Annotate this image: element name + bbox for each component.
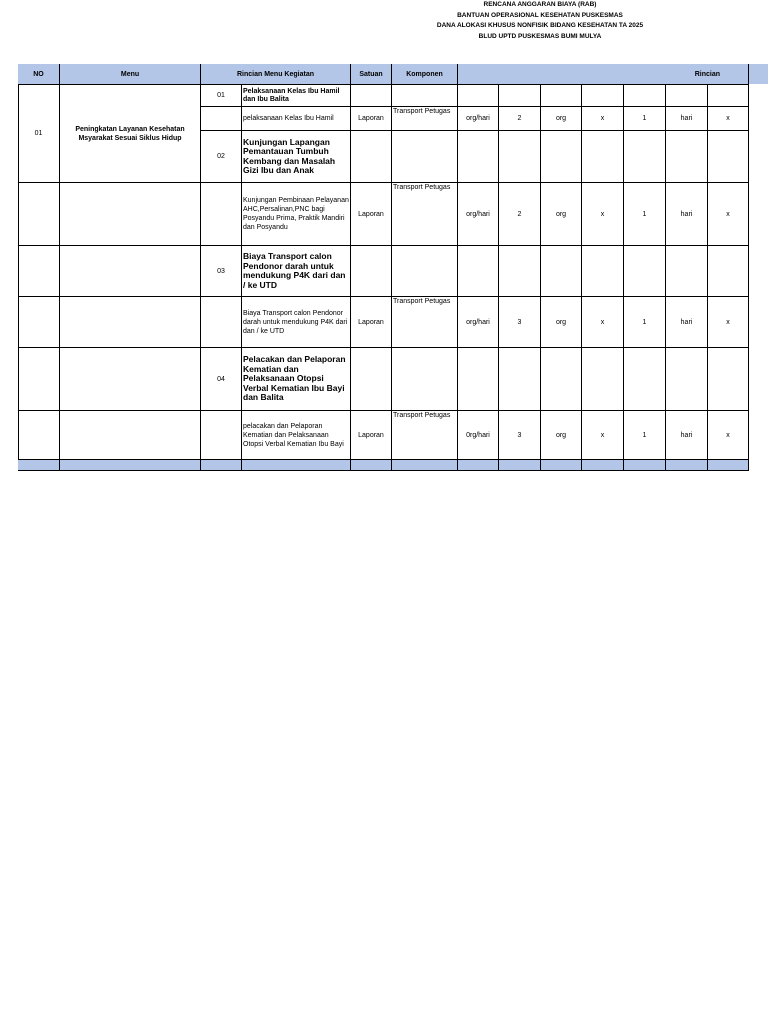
footer-cell: [18, 460, 60, 471]
footer-cell: [582, 460, 624, 471]
empty-cell: [458, 85, 499, 107]
title-line-3: DANA ALOKASI KHUSUS NONFISIK BIDANG KESEHATAN TA 2025: [436, 22, 644, 29]
empty-cell: [392, 348, 458, 411]
activity-komponen: Transport Petugas: [392, 411, 458, 460]
footer-cell: [351, 460, 392, 471]
empty-cell: [392, 131, 458, 183]
activity-komponen: Transport Petugas: [392, 107, 458, 131]
empty-cell: [624, 131, 666, 183]
activity-code: 04: [201, 348, 242, 411]
activity-u2: hari: [666, 297, 708, 348]
activity-u1: org: [541, 183, 582, 246]
activity-unit: org/hari: [458, 183, 499, 246]
empty-cell: [541, 246, 582, 297]
activity-detail: pelacakan dan Pelaporan Kematian dan Pelaksanaan Otopsi Verbal Kematian Ibu Bayi: [242, 411, 351, 460]
footer-cell: [60, 460, 201, 471]
title-line-4: BLUD UPTD PUSKESMAS BUMI MULYA: [478, 32, 602, 40]
empty-cell: [351, 348, 392, 411]
activity-detail: pelaksanaan Kelas Ibu Hamil: [242, 107, 351, 131]
footer-cell: [666, 460, 708, 471]
header-satuan: Satuan: [351, 64, 392, 85]
empty-cell: [60, 131, 201, 183]
empty-cell: [666, 85, 708, 107]
empty-cell: [201, 297, 242, 348]
empty-cell: [708, 131, 749, 183]
empty-cell: [624, 85, 666, 107]
empty-cell: [624, 246, 666, 297]
empty-cell: [499, 85, 541, 107]
header-menu: Menu: [60, 64, 201, 85]
empty-cell: [541, 85, 582, 107]
empty-cell: [582, 348, 624, 411]
empty-cell: [60, 297, 201, 348]
activity-qty: 2: [499, 107, 541, 131]
footer-cell: [242, 460, 351, 471]
activity-unit: 0rg/hari: [458, 411, 499, 460]
activity-unit: org/hari: [458, 297, 499, 348]
empty-cell: [666, 348, 708, 411]
empty-cell: [582, 246, 624, 297]
activity-code: 01: [201, 85, 242, 107]
empty-cell: [541, 348, 582, 411]
empty-cell: [708, 85, 749, 107]
activity-qty: 3: [499, 297, 541, 348]
header-komponen: Komponen: [392, 64, 458, 85]
empty-cell: [499, 246, 541, 297]
empty-cell: [582, 131, 624, 183]
empty-cell: [201, 411, 242, 460]
activity-code: 03: [201, 246, 242, 297]
empty-cell: [499, 131, 541, 183]
empty-cell: [499, 348, 541, 411]
activity-satuan: Laporan: [351, 183, 392, 246]
activity-qty2: 1: [624, 183, 666, 246]
title-line-2: BANTUAN OPERASIONAL KESEHATAN PUSKESMAS: [457, 11, 623, 19]
activity-x1: x: [582, 297, 624, 348]
empty-cell: [18, 131, 60, 183]
header-rincian: Rincian: [458, 64, 749, 85]
activity-title: Pelacakan dan Pelaporan Kematian dan Pelaksanaan Otopsi Verbal Kematian Ibu Bayi dan Balita: [242, 348, 351, 411]
empty-cell: [624, 348, 666, 411]
empty-cell: [392, 85, 458, 107]
empty-cell: [351, 131, 392, 183]
empty-cell: [18, 246, 60, 297]
empty-cell: [201, 183, 242, 246]
activity-u2: hari: [666, 411, 708, 460]
menu-text: Peningkatan Layanan Kesehatan Msyarakat Sesuai Siklus Hidup: [60, 85, 201, 183]
title-line-1: RENCANA ANGGARAN BIAYA (RAB): [483, 1, 597, 8]
activity-x2: x: [708, 107, 749, 131]
activity-x1: x: [582, 411, 624, 460]
empty-cell: [18, 348, 60, 411]
activity-qty: 3: [499, 411, 541, 460]
empty-cell: [666, 131, 708, 183]
empty-cell: [18, 297, 60, 348]
empty-cell: [60, 411, 201, 460]
activity-x1: x: [582, 183, 624, 246]
row-number: 01: [18, 85, 60, 183]
activity-title: Biaya Transport calon Pendonor darah untuk mendukung P4K dari dan / ke UTD: [242, 246, 351, 297]
activity-qty: 2: [499, 183, 541, 246]
activity-satuan: Laporan: [351, 107, 392, 131]
activity-code: 02: [201, 131, 242, 183]
header-no: NO: [18, 64, 60, 85]
activity-u1: org: [541, 107, 582, 131]
activity-qty2: 1: [624, 297, 666, 348]
activity-title: Pelaksanaan Kelas Ibu Hamil dan Ibu Balita: [242, 85, 351, 107]
activity-satuan: Laporan: [351, 297, 392, 348]
empty-cell: [458, 131, 499, 183]
footer-cell: [624, 460, 666, 471]
empty-cell: [582, 85, 624, 107]
footer-cell: [392, 460, 458, 471]
activity-qty2: 1: [624, 411, 666, 460]
empty-cell: [351, 85, 392, 107]
activity-x2: x: [708, 183, 749, 246]
empty-cell: [708, 348, 749, 411]
empty-cell: [18, 411, 60, 460]
empty-cell: [351, 246, 392, 297]
activity-qty2: 1: [624, 107, 666, 131]
empty-cell: [18, 183, 60, 246]
empty-cell: [60, 246, 201, 297]
activity-x2: x: [708, 297, 749, 348]
empty-cell: [708, 246, 749, 297]
activity-u2: hari: [666, 107, 708, 131]
activity-u1: org: [541, 297, 582, 348]
footer-cell: [499, 460, 541, 471]
activity-satuan: Laporan: [351, 411, 392, 460]
activity-u2: hari: [666, 183, 708, 246]
activity-title: Kunjungan Lapangan Pemantauan Tumbuh Kembang dan Masalah Gizi Ibu dan Anak: [242, 131, 351, 183]
activity-u1: org: [541, 411, 582, 460]
document-title: [400, 0, 680, 42]
empty-cell: [666, 246, 708, 297]
footer-cell: [541, 460, 582, 471]
activity-detail: Kunjungan Pembinaan Pelayanan AHC,Persalinan,PNC bagi Posyandu Prima, Praktik Mandiri dan Posyandu: [242, 183, 351, 246]
activity-komponen: Transport Petugas: [392, 297, 458, 348]
empty-cell: [458, 246, 499, 297]
empty-cell: [60, 183, 201, 246]
activity-x1: x: [582, 107, 624, 131]
footer-cell: [201, 460, 242, 471]
empty-cell: [541, 131, 582, 183]
activity-komponen: Transport Petugas: [392, 183, 458, 246]
empty-cell: [458, 348, 499, 411]
empty-cell: [392, 246, 458, 297]
footer-cell: [708, 460, 749, 471]
activity-detail: Biaya Transport calon Pendonor darah untuk mendukung P4K dari dan / ke UTD: [242, 297, 351, 348]
rab-table: [18, 64, 749, 471]
activity-x2: x: [708, 411, 749, 460]
activity-unit: org/hari: [458, 107, 499, 131]
empty-cell: [60, 348, 201, 411]
footer-cell: [458, 460, 499, 471]
header-rincian-menu: Rincian Menu Kegiatan: [201, 64, 351, 85]
empty-cell: [201, 107, 242, 131]
